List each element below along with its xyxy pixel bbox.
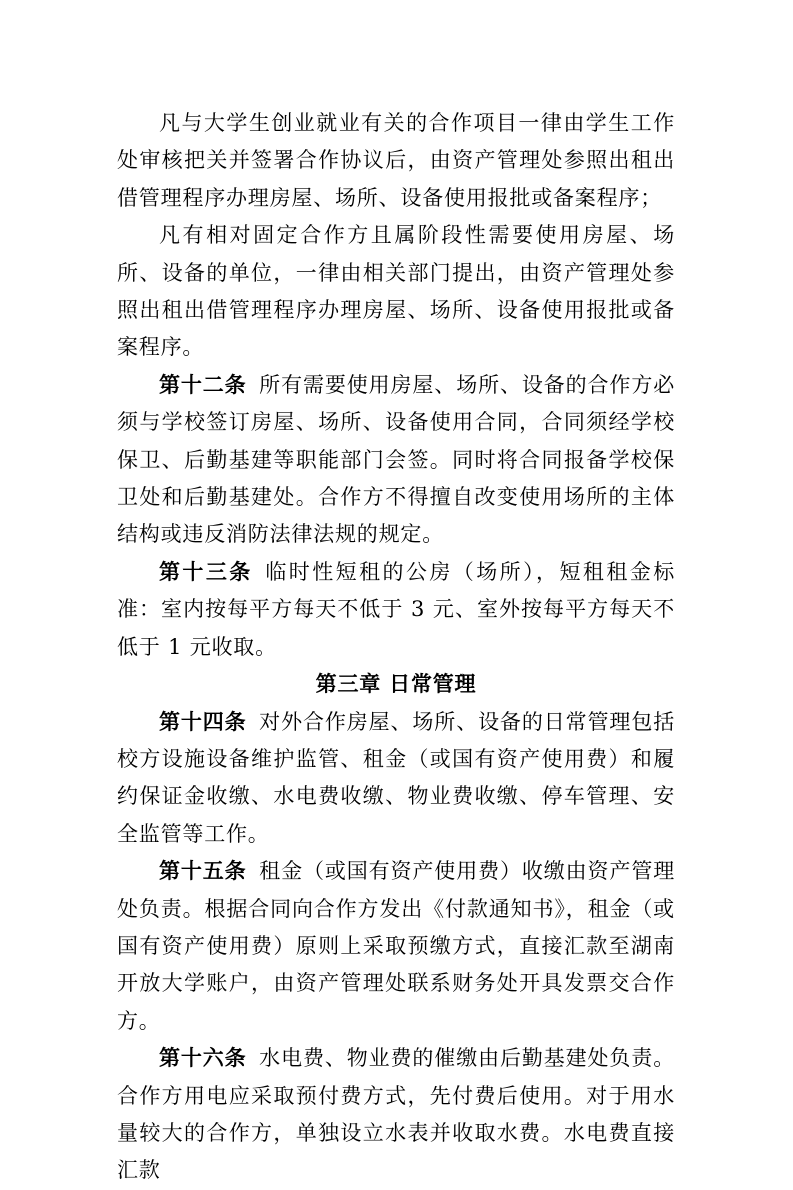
article-text: 租金（或国有资产使用费）收缴由资产管理处负责。根据合同向合作方发出《付款通知书》，租金（或国有资产使用费）原则上采取预缴方式，直接汇款至湖南开放大学账户，由资产管理处联系财务处开具发票交合作方。: [117, 859, 676, 1033]
paragraph-text: 凡有相对固定合作方且属阶段性需要使用房屋、场所、设备的单位，一律由相关部门提出，由资产管理处参照出租出借管理程序办理房屋、场所、设备使用报批或备案程序。: [117, 223, 675, 360]
article-13: [117, 554, 675, 666]
paragraph-student-projects: [117, 105, 675, 217]
article-text: 对外合作房屋、场所、设备的日常管理包括校方设施设备维护监管、租金（或国有资产使用费）和履约保证金收缴、水电费收缴、物业费收缴、停车管理、安全监管等工作。: [117, 709, 676, 846]
article-12: [117, 367, 675, 554]
paragraph-text: 凡与大学生创业就业有关的合作项目一律由学生工作处审核把关并签署合作协议后，由资产管理处参照出租出借管理程序办理房屋、场所、设备使用报批或备案程序；: [117, 111, 675, 210]
document-page: [117, 105, 675, 1190]
article-number: 第十二条: [159, 372, 247, 397]
article-number: 第十四条: [159, 709, 247, 734]
article-text: 所有需要使用房屋、场所、设备的合作方必须与学校签订房屋、场所、设备使用合同，合同须经学校保卫、后勤基建等职能部门会签。同时将合同报备学校保卫处和后勤基建处。合作方不得擅自改变使用场所的主体结构或违反消防法律法规的规定。: [117, 372, 676, 547]
article-15: [117, 853, 675, 1040]
chapter-title: 第三章 日常管理: [315, 672, 477, 697]
article-text: 临时性短租的公房（场所），短租租金标准：室内按每平方每天不低于 3 元、室外按每平方每天不低于 1 元收取。: [117, 559, 675, 659]
article-number: 第十三条: [159, 559, 253, 584]
article-text: 水电费、物业费的催缴由后勤基建处负责。合作方用电应采取预付费方式，先付费后使用。对于用水量较大的合作方，单独设立水表并收取水费。水电费直接汇款: [117, 1046, 676, 1183]
article-number: 第十五条: [159, 859, 247, 884]
paragraph-fixed-partners: [117, 217, 675, 367]
article-14: [117, 704, 675, 854]
article-number: 第十六条: [159, 1046, 247, 1071]
article-16: [117, 1040, 675, 1190]
